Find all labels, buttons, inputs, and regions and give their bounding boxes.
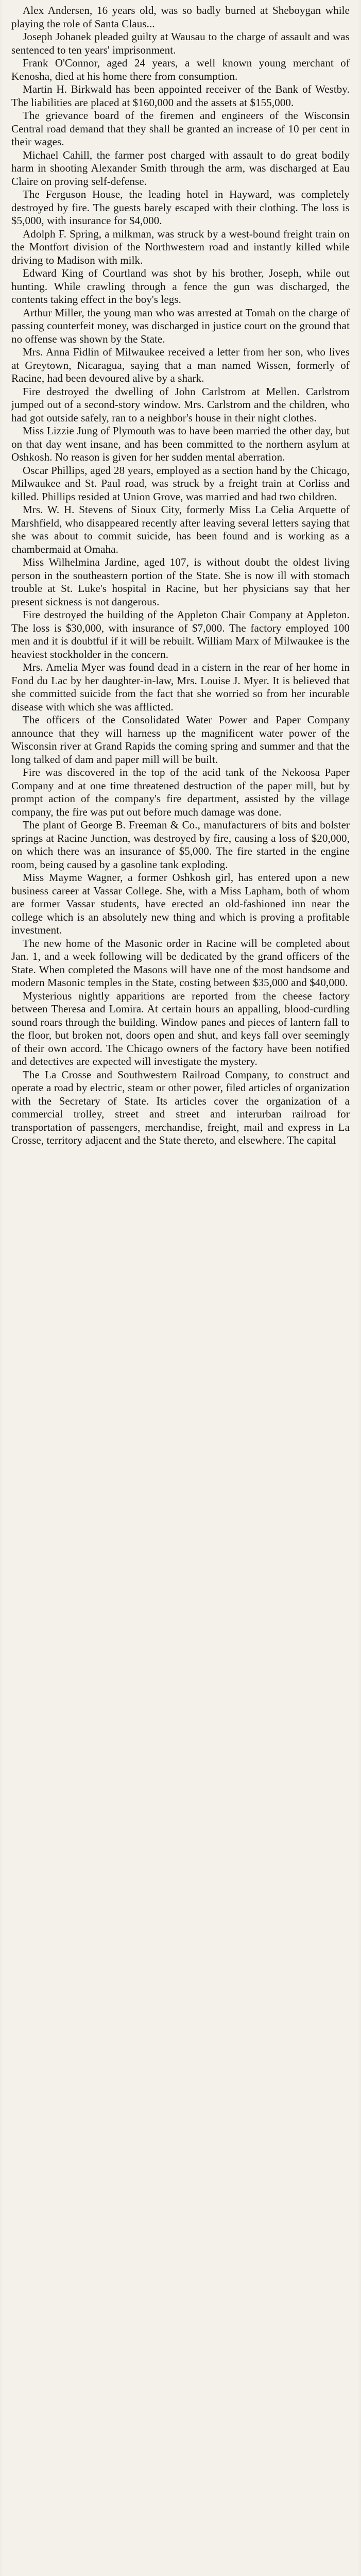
news-item: Edward King of Courtland was shot by his brother, Joseph, while out hunting. While crawling through a fence the gun was discharged, the contents taking effect in the boy's legs. bbox=[11, 267, 350, 306]
news-item: Michael Cahill, the farmer post charged with assault to do great bodily harm in shooting Alexander Smith through the arm, was discharged at Eau Claire on proving self-defense. bbox=[11, 148, 350, 188]
news-item: Adolph F. Spring, a milkman, was struck by a west-bound freight train on the Montfort division of the Northwestern road and instantly killed while driving to Madison with milk. bbox=[11, 227, 350, 266]
news-item: Fire destroyed the dwelling of John Carlstrom at Mellen. Carlstrom jumped out of a second-story window. Mrs. Carlstrom and the children, who had got outside safely, ran to a neighbor's house in their night clothes. bbox=[11, 385, 350, 424]
news-item: Alex Andersen, 16 years old, was so badly burned at Sheboygan while playing the role of Santa Claus... bbox=[11, 4, 350, 30]
news-item: The new home of the Masonic order in Racine will be completed about Jan. 1, and a week following will be dedicated by the grand officers of the State. When completed the Masons will have one of the most handsome and modern Masonic temples in the State, costing between $35,000 and $40,000. bbox=[11, 937, 350, 989]
news-item: Mrs. Anna Fidlin of Milwaukee received a letter from her son, who lives at Greytown, Nicaragua, saying that a man named Wissen, formerly of Racine, had been devoured alive by a shark. bbox=[11, 346, 350, 384]
news-item: Fire was discovered in the top of the acid tank of the Nekoosa Paper Company and at one time threatened destruction of the paper mill, but by prompt action of the company's fire department, assisted by the village company, the fire was put out before much damage was done. bbox=[11, 766, 350, 818]
news-item: The officers of the Consolidated Water Power and Paper Company announce that they will harness up the magnificent water power of the Wisconsin river at Grand Rapids the coming spring and summer and that the long talked of dam and paper mill will be built. bbox=[11, 714, 350, 766]
news-item: Fire destroyed the building of the Appleton Chair Company at Appleton. The loss is $30,000, with insurance of $7,000. The factory employed 100 men and it is doubtful if it will be rebuilt. William Marx of Milwaukee is the heaviest stockholder in the concern. bbox=[11, 608, 350, 660]
news-item: Oscar Phillips, aged 28 years, employed as a section hand by the Chicago, Milwaukee and St. Paul road, was struck by a freight train at Corliss and killed. Phillips resided at Union Grove, was married and had two children. bbox=[11, 464, 350, 503]
news-item: Mrs. W. H. Stevens of Sioux City, formerly Miss La Celia Arquette of Marshfield, who disappeared recently after leaving several letters saying that she was about to commit suicide, has been found and is working as a chambermaid at Omaha. bbox=[11, 503, 350, 555]
news-column bbox=[11, 4, 350, 1147]
news-item: The plant of George B. Freeman & Co., manufacturers of bits and bolster springs at Racine Junction, was destroyed by fire, causing a loss of $20,000, on which there was an insurance of $5,000. The fire started in the engine room, being caused by a gasoline tank exploding. bbox=[11, 819, 350, 871]
news-item: Joseph Johanek pleaded guilty at Wausau to the charge of assault and was sentenced to ten years' imprisonment. bbox=[11, 30, 350, 56]
news-item: The Ferguson House, the leading hotel in Hayward, was completely destroyed by fire. The guests barely escaped with their clothing. The loss is $5,000, with insurance for $4,000. bbox=[11, 188, 350, 227]
news-item: Miss Mayme Wagner, a former Oshkosh girl, has entered upon a new business career at Vassar College. She, with a Miss Lapham, both of whom are former Vassar students, have erected an old-fashioned inn near the college which is an absolutely new thing and which is proving a profitable investment. bbox=[11, 871, 350, 936]
news-item: Mrs. Amelia Myer was found dead in a cistern in the rear of her home in Fond du Lac by her daughter-in-law, Mrs. Louise J. Myer. It is believed that she committed suicide from the fact that she worried so from her incurable disease with which she was afflicted. bbox=[11, 661, 350, 713]
news-item: Martin H. Birkwald has been appointed receiver of the Bank of Westby. The liabilities are placed at $160,000 and the assets at $155,000. bbox=[11, 83, 350, 109]
news-item: The grievance board of the firemen and engineers of the Wisconsin Central road demand that they shall be granted an increase of 10 per cent in their wages. bbox=[11, 109, 350, 148]
news-item: Miss Lizzie Jung of Plymouth was to have been married the other day, but on that day went insane, and has been committed to the northern asylum at Oshkosh. No reason is given for her sudden mental aberration. bbox=[11, 425, 350, 463]
news-item: The La Crosse and Southwestern Railroad Company, to construct and operate a road by electric, steam or other power, filed articles of organization with the Secretary of State. Its articles cover the organization of a commercial trolley, street and street and interurban railroad for transportation of passengers, merchandise, freight, mail and express in La Crosse, territory adjacent and the State thereto, and elsewhere. The capital bbox=[11, 1068, 350, 1146]
news-item: Frank O'Connor, aged 24 years, a well known young merchant of Kenosha, died at his home there from consumption. bbox=[11, 57, 350, 82]
news-item: Miss Wilhelmina Jardine, aged 107, is without doubt the oldest living person in the southeastern portion of the State. She is now ill with stomach trouble at St. Luke's hospital in Racine, but her physicians say that her present sickness is not dangerous. bbox=[11, 556, 350, 608]
news-item: Mysterious nightly apparitions are reported from the cheese factory between Theresa and Lomira. At certain hours an appalling, blood-curdling sound roars through the building. Window panes and pieces of lantern fall to the floor, but broken not, doors open and shut, and keys fall over seemingly of their own accord. The Chicago owners of the factory have been notified and detectives are expected will investigate the mystery. bbox=[11, 989, 350, 1067]
news-item: Arthur Miller, the young man who was arrested at Tomah on the charge of passing counterfeit money, was discharged in justice court on the ground that no offense was shown by the State. bbox=[11, 306, 350, 345]
